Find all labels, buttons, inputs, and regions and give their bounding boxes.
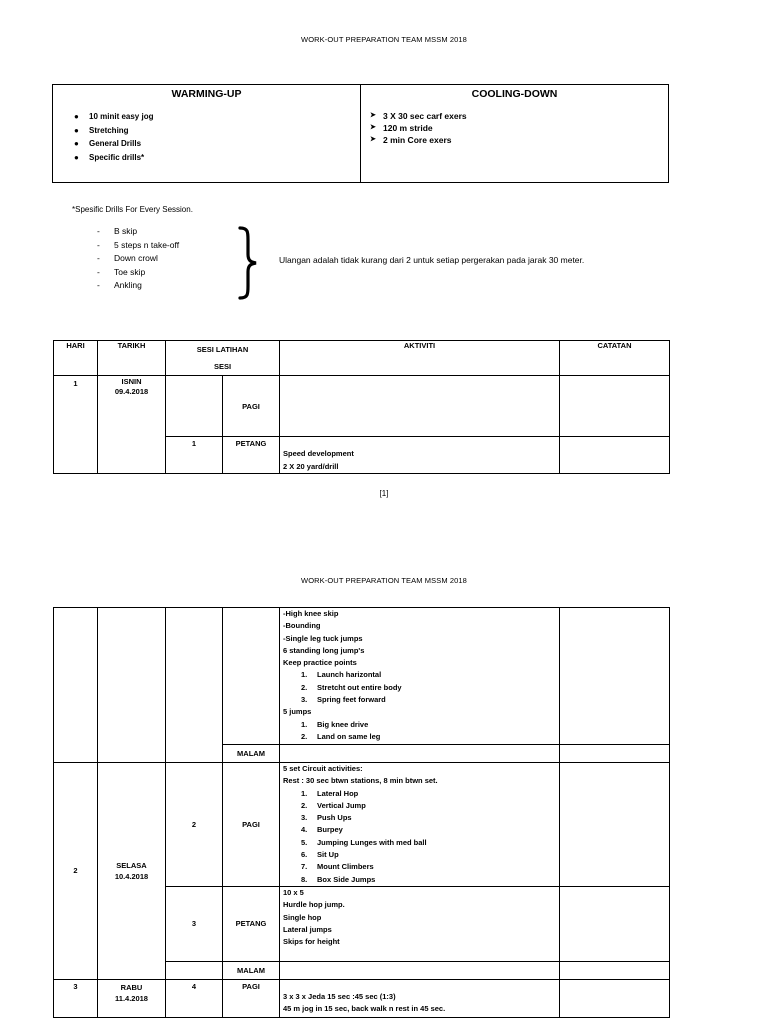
activity-cell: 10 x 5 Hurdle hop jump. Single hop Lateral jumps Skips for height <box>280 886 560 961</box>
arrow-bullet-icon: ➤ <box>370 112 376 119</box>
activity-cell: -High knee skip -Bounding -Single leg tuck jumps 6 standing long jump's Keep practice points 1. Launch harizontal 2. Stretcht out entire body 3. Spring feet forward 5 jumps 1. Big knee drive 2. Land on same leg <box>280 608 560 745</box>
notes-cell <box>560 886 670 961</box>
tarikh-cell: ISNIN 09.4.2018 <box>98 376 166 474</box>
notes-cell <box>560 763 670 887</box>
drill-list <box>97 225 179 293</box>
table-row <box>54 763 670 887</box>
list-item: - 5 steps n take-off <box>97 239 180 250</box>
notes-cell <box>560 437 670 474</box>
sesi-number-cell: 2 <box>166 763 223 887</box>
list-item: ● General Drills <box>89 137 153 151</box>
tarikh-cell: RABU 11.4.2018 <box>98 979 166 1017</box>
column-header-aktiviti: AKTIVITI <box>280 341 560 376</box>
table-row <box>54 376 670 437</box>
bullet-icon: ● <box>74 112 79 121</box>
table-row <box>54 979 670 1017</box>
notes-cell <box>560 745 670 763</box>
sesi-label-cell: PAGI <box>223 763 280 887</box>
repeat-instruction: Ulangan adalah tidak kurang dari 2 untuk setiap pergerakan pada jarak 30 meter. <box>279 255 585 265</box>
notes-cell <box>560 608 670 745</box>
notes-cell <box>560 376 670 437</box>
activity-cell <box>280 376 560 437</box>
specific-drills-note: *Spesific Drills For Every Session. <box>72 205 193 214</box>
list-item: ➤ 120 m stride <box>370 123 433 133</box>
sesi-label-cell <box>223 608 280 745</box>
hari-cell: 1 <box>54 376 98 474</box>
notes-cell <box>560 961 670 979</box>
column-header-catatan: CATATAN <box>560 341 670 376</box>
list-item: ● Stretching <box>89 124 153 138</box>
document-title: WORK-OUT PREPARATION TEAM MSSM 2018 <box>301 35 467 44</box>
hari-cell: 3 <box>54 979 98 1017</box>
activity-cell: 5 set Circuit activities: Rest : 30 sec btwn stations, 8 min btwn set. 1. Lateral Hop 2. Vertical Jump 3. Push Ups 4. Burpey 5. Jumping Lunges with med ball 6. Sit Up 7. Mount Climbers 8. Box Side Jumps <box>280 763 560 887</box>
sesi-number-cell: 4 <box>166 979 223 1017</box>
tarikh-cell <box>98 608 166 763</box>
list-item: - Ankling <box>97 280 142 290</box>
cooling-down-list <box>370 110 467 146</box>
sesi-number-cell <box>166 376 223 437</box>
table-row <box>54 608 670 745</box>
sesi-label-cell: PAGI <box>223 376 280 437</box>
list-item: ● Specific drills* <box>89 151 153 165</box>
bullet-icon: ● <box>74 125 79 135</box>
arrow-bullet-icon: ➤ <box>370 124 376 131</box>
sesi-label-cell: PAGI <box>223 979 280 1017</box>
warming-up-column <box>53 85 361 182</box>
sesi-number-cell <box>166 961 223 979</box>
activity-cell: Speed development 2 X 20 yard/drill <box>280 437 560 474</box>
column-header-hari: HARI <box>54 341 98 376</box>
notes-cell <box>560 979 670 1017</box>
list-item: ● 10 minit easy jog <box>89 110 153 124</box>
warmup-cooldown-box <box>52 84 669 183</box>
warming-up-list <box>74 110 154 164</box>
sesi-label-cell: PETANG <box>223 886 280 961</box>
bullet-icon: ● <box>74 139 79 148</box>
arrow-bullet-icon: ➤ <box>370 136 376 143</box>
activity-cell <box>280 961 560 979</box>
schedule-table-page1 <box>53 340 670 474</box>
cooling-down-column <box>361 85 668 182</box>
column-header-sesi: SESI LATIHAN SESI <box>166 341 280 376</box>
list-item: - Down crowl <box>97 253 158 263</box>
list-item: - B skip <box>97 226 138 236</box>
warming-up-heading: WARMING-UP <box>171 88 242 100</box>
activity-cell <box>280 745 560 763</box>
hari-cell: 2 <box>54 763 98 980</box>
sesi-number-cell: 3 <box>166 886 223 961</box>
list-item: - Toe skip <box>97 266 146 277</box>
cooling-down-heading: COOLING-DOWN <box>471 88 558 100</box>
bullet-icon: ● <box>74 152 79 162</box>
list-item: ➤ 2 min Core exers <box>370 135 452 145</box>
list-item: ➤ 3 X 30 sec carf exers <box>370 111 467 121</box>
sesi-label-cell: MALAM <box>223 961 280 979</box>
sesi-number-cell <box>166 608 223 763</box>
page-number: [1] <box>379 489 389 498</box>
hari-cell <box>54 608 98 763</box>
curly-brace-icon <box>236 226 260 300</box>
sesi-label-cell: PETANG <box>223 437 280 474</box>
document-title: WORK-OUT PREPARATION TEAM MSSM 2018 <box>301 576 467 585</box>
column-header-tarikh: TARIKH <box>98 341 166 376</box>
activity-cell: 3 x 3 x Jeda 15 sec :45 sec (1:3) 45 m jog in 15 sec, back walk n rest in 45 sec. <box>280 979 560 1017</box>
sesi-label-cell: MALAM <box>223 745 280 763</box>
sesi-number-cell: 1 <box>166 437 223 474</box>
schedule-table-page2 <box>53 607 670 1018</box>
tarikh-cell: SELASA 10.4.2018 <box>98 763 166 980</box>
